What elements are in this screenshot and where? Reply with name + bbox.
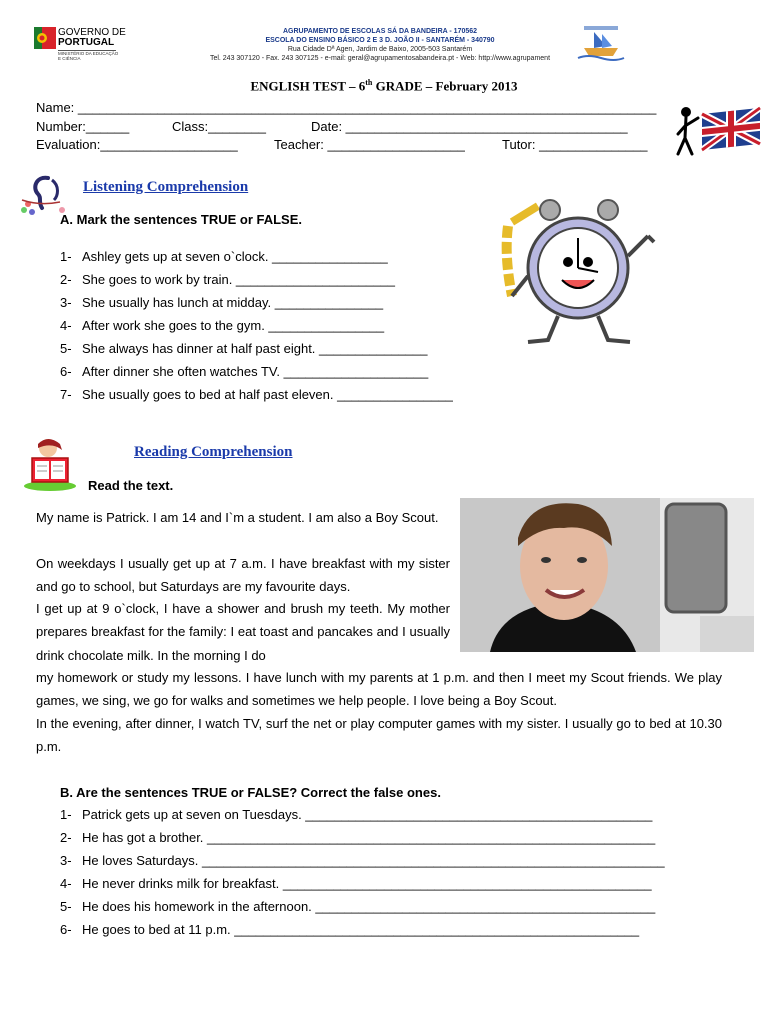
reading-paragraph: my homework or study my lessons. I have lunch with my parents at 1 p.m. and then I meet my Scout friends. We play games, we sing, we go for walks and sometimes we help people. I love being a Boy Scout. <box>36 670 722 709</box>
government-logo <box>34 27 56 49</box>
reading-item: 1- Patrick gets up at seven on Tuesdays. ________________________________________________ <box>60 807 653 822</box>
listening-item: 6- After dinner she often watches TV. ____________________ <box>60 364 429 379</box>
school-header: AGRUPAMENTO DE ESCOLAS SÁ DA BANDEIRA - 170562 ESCOLA DO ENSINO BÁSICO 2 E 3 D. JOÃO II - SANTARÉM - 340790 Rua Cidade Dª Agen, Jardim de Baixo, 2005-503 Santarém Tel. 243 307120 - Fax. 243 307125 - e-mail: geral@agrupamentosabandeira.pt - Web: http://www.agrupament <box>209 28 551 62</box>
uk-flag-figure <box>672 104 764 160</box>
boy-portrait-icon <box>460 498 754 652</box>
reading-item: 2- He has got a brother. ______________________________________________________________ <box>60 830 656 845</box>
name-field[interactable]: Name: ________________________________________________________________________________ <box>36 100 657 115</box>
number-field[interactable]: Number:______ <box>36 119 130 134</box>
listening-item: 4- After work she goes to the gym. ________________ <box>60 318 385 333</box>
alarm-clock-icon <box>498 196 662 348</box>
reading-girl-image <box>22 436 78 492</box>
listening-instruction: A. Mark the sentences TRUE or FALSE. <box>60 212 303 227</box>
reading-paragraph: My name is Patrick. I am 14 and I`m a student. I am also a Boy Scout. <box>36 510 439 525</box>
reading-item: 5- He does his homework in the afternoon. _______________________________________________ <box>60 899 656 914</box>
listening-item: 7- She usually goes to bed at half past eleven. ________________ <box>60 387 453 402</box>
test-title: ENGLISH TEST – 6th GRADE – February 2013 <box>250 78 518 94</box>
evaluation-field[interactable]: Evaluation:___________________ <box>36 137 238 152</box>
listening-item: 1- Ashley gets up at seven o`clock. ________________ <box>60 249 388 264</box>
listening-item: 5- She always has dinner at half past eight. _______________ <box>60 341 428 356</box>
boy-photo <box>460 498 754 652</box>
reading-book-icon <box>22 436 78 492</box>
listening-section-title: Listening Comprehension <box>83 179 249 195</box>
clock-cartoon-image <box>498 196 662 348</box>
tutor-field[interactable]: Tutor: _______________ <box>502 137 648 152</box>
reading-item: 6- He goes to bed at 11 p.m. ________________________________________________________ <box>60 922 640 937</box>
reading-instruction-b: B. Are the sentences TRUE or FALSE? Correct the false ones. <box>60 785 441 800</box>
class-field[interactable]: Class:________ <box>172 119 266 134</box>
listening-item: 2- She goes to work by train. ______________________ <box>60 272 395 287</box>
portugal-emblem-icon <box>34 27 56 49</box>
reading-paragraph: In the evening, after dinner, I watch TV, surf the net or play computer games with my sister. I usually go to bed at 10.30 p.m. <box>36 716 722 755</box>
reading-paragraph: I get up at 9 o`clock, I have a shower and brush my teeth. My mother prepares breakfast for the family: I eat toast and pancakes and I usually drink chocolate milk. In the morning I do <box>36 601 450 663</box>
teacher-field[interactable]: Teacher: ___________________ <box>274 137 465 152</box>
reading-item: 3- He loves Saturdays. ________________________________________________________________ <box>60 853 665 868</box>
ship-logo-icon <box>576 24 626 62</box>
reading-item: 4- He never drinks milk for breakfast. ___________________________________________________ <box>60 876 652 891</box>
reading-section-title: Reading Comprehension <box>134 444 293 460</box>
school-logo <box>576 24 626 62</box>
reading-paragraph: On weekdays I usually get up at 7 a.m. I have breakfast with my sister and go to school, but Saturdays are my favourite days. <box>36 556 450 595</box>
listening-item: 3- She usually has lunch at midday. _______________ <box>60 295 384 310</box>
uk-flag-icon <box>672 104 764 160</box>
date-field[interactable]: Date: _______________________________________ <box>311 119 628 134</box>
government-name: GOVERNO DE PORTUGAL MINISTÉRIO DA EDUCAÇÃO E CIÊNCIA <box>58 27 126 61</box>
reading-instruction: Read the text. <box>88 478 174 493</box>
